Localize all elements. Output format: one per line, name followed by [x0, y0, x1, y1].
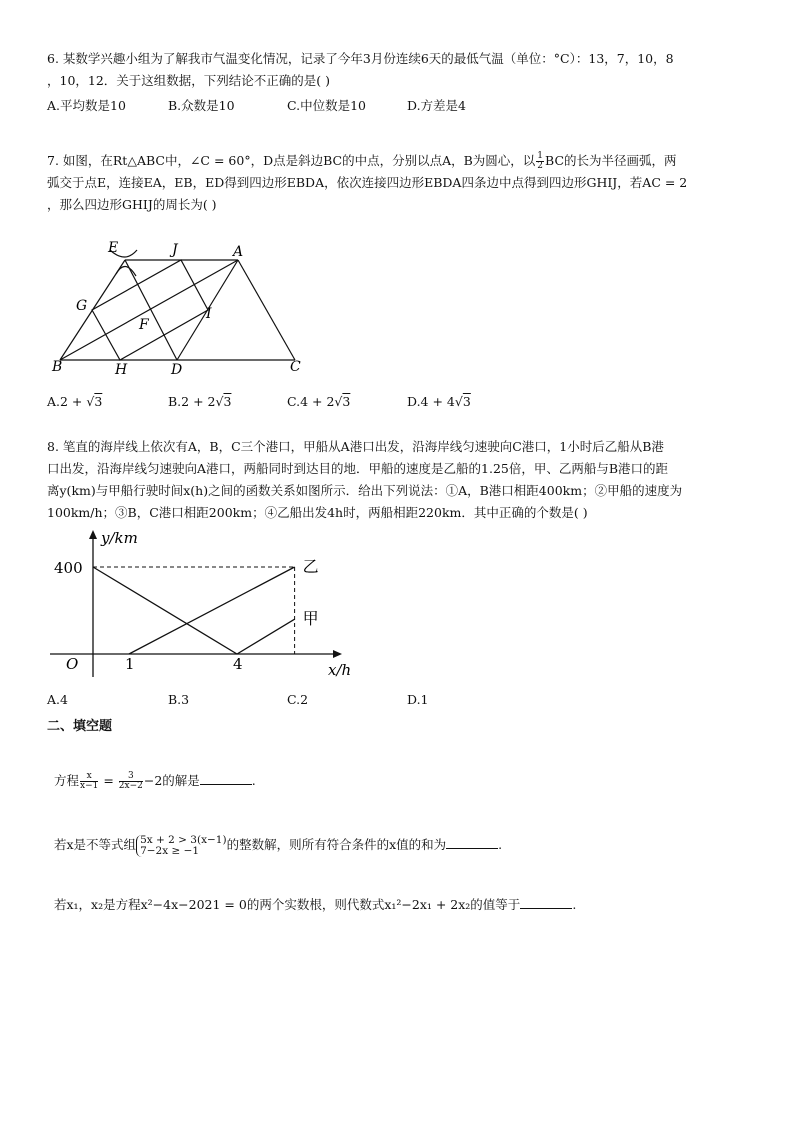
f1-end: .	[251, 773, 256, 788]
f3-text: 若x₁，x₂是方程x²−4x−2021 = 0的两个实数根，则代数式x₁²−2x₁ + 2x₂的值等于	[54, 897, 521, 912]
label-f: F	[139, 317, 149, 333]
q7-line1	[47, 150, 747, 172]
f1-post: −2的解是	[143, 773, 200, 788]
y-axis-arrow	[89, 530, 97, 539]
section-title: 二、填空题	[47, 719, 113, 734]
fill-q2	[54, 834, 754, 857]
q6-line1: 6. 某数学兴趣小组为了解我市气温变化情况，记录了今年3月份连续6天的最低气温（单位：°C）：13，7，10，8	[47, 51, 674, 66]
series-line-1	[129, 567, 295, 654]
f1-pre: 方程	[54, 773, 80, 788]
f1-num: x	[80, 772, 98, 782]
q6-option-c[interactable]: C.中位数是10	[287, 98, 366, 113]
q8-option-a[interactable]: A.4	[47, 692, 68, 707]
x-axis-label: x/h	[328, 661, 352, 679]
q7-option-d-pre: D.4 + 4	[407, 394, 455, 409]
q8-option-d[interactable]: D.1	[407, 692, 429, 707]
x-tick-label-0: 1	[125, 655, 135, 673]
f2-row1: 5x + 2 > 3(x−1)	[140, 833, 227, 846]
label-d: D	[171, 362, 183, 378]
fill-q1	[54, 770, 754, 792]
q7-fraction	[536, 152, 544, 171]
q7-line1-text: 7. 如图，在Rt△ABC中，∠C = 60°，D点是斜边BC的中点，分别以点A，B为圆心，以	[47, 153, 536, 168]
label-g: G	[76, 298, 88, 314]
q7-option-a-pre: A.2 +	[47, 394, 87, 409]
label-i: I	[206, 306, 212, 322]
q8-option-c[interactable]: C.2	[287, 692, 309, 707]
q6-line2: ，10，12．关于这组数据，下列结论不正确的是( )	[47, 73, 331, 88]
label-c: C	[290, 359, 301, 375]
f1-answer-blank[interactable]	[200, 772, 252, 785]
q7-option-b-rad: 3	[223, 394, 232, 409]
q8-line1: 8. 笔直的海岸线上依次有A，B，C三个港口，甲船从A港口出发，沿海岸线匀速驶向C港口，1小时后乙船从B港	[47, 439, 664, 454]
f1-eq: =	[99, 773, 118, 788]
f1-num2: 3	[119, 772, 143, 782]
f2-answer-blank[interactable]	[446, 836, 498, 849]
x-axis-arrow	[333, 650, 342, 658]
q8-distance-chart	[50, 527, 370, 682]
label-h: H	[115, 362, 128, 378]
q6-option-b[interactable]: B.众数是10	[168, 98, 235, 113]
q8-line4: 100km/h；③B，C港口相距200km；④乙船出发4h时，两船相距220km．其中正确的个数是( )	[47, 505, 588, 520]
f1-den2: 2x−2	[118, 781, 143, 791]
q6-stem	[47, 48, 747, 92]
q6-option-d[interactable]: D.方差是4	[407, 98, 467, 113]
q8-line2: 口出发，沿海岸线匀速驶向A港口，两船同时到达目的地．甲船的速度是乙船的1.25倍，甲、乙两船与B港口的距	[47, 461, 669, 476]
label-a: A	[233, 244, 244, 260]
series-label-1: 乙	[302, 557, 319, 576]
f1-den: x−1	[80, 781, 99, 791]
label-b: B	[52, 359, 63, 375]
series-label-0: 甲	[302, 609, 319, 629]
q8-line3: 离y(km)与甲船行驶时间x(h)之间的函数关系如图所示．给出下列说法：①A，B港口相距400km；②甲船的速度为	[47, 483, 683, 498]
q7-stem	[47, 150, 747, 216]
q7-line1-text-b: BC的长为半径画弧，两	[545, 153, 677, 168]
q8-stem	[47, 436, 747, 524]
origin-label: O	[66, 655, 79, 673]
q6-option-a[interactable]: A.平均数是10	[47, 98, 126, 113]
f1-frac1	[80, 772, 98, 791]
q7-line2: 弧交于点E，连接EA，EB，ED得到四边形EBDA，依次连接四边形EBDA四条边中点得到四边形GHIJ，若AC = 2	[47, 175, 688, 190]
q7-frac-num: 1	[537, 151, 544, 161]
q7-option-b[interactable]: B.2 + 2√3	[168, 394, 232, 409]
q7-option-d[interactable]: D.4 + 4√3	[407, 394, 471, 409]
y-axis-label: y/km	[101, 529, 138, 547]
q8-option-b[interactable]: B.3	[168, 692, 190, 707]
q7-geometry-figure	[40, 228, 320, 380]
q7-option-a[interactable]: A.2 + √3	[47, 394, 103, 409]
fill-q3	[54, 894, 754, 916]
y-tick-label-0: 400	[54, 559, 83, 577]
q7-frac-den: 2	[537, 161, 544, 171]
q7-option-a-rad: 3	[94, 394, 103, 409]
x-tick-label-1: 4	[233, 655, 243, 673]
q7-option-c-rad: 3	[342, 394, 351, 409]
f3-answer-blank[interactable]	[520, 896, 572, 909]
q7-option-d-rad: 3	[462, 394, 471, 409]
f2-row2: 7−2x ≥ −1	[140, 844, 200, 857]
label-j: J	[172, 242, 178, 258]
q7-option-b-pre: B.2 + 2	[168, 394, 216, 409]
f3-end: .	[572, 897, 577, 912]
f2-end: .	[498, 837, 503, 852]
q7-option-c-pre: C.4 + 2	[287, 394, 335, 409]
series-line-0	[93, 567, 295, 654]
f1-frac2	[119, 772, 143, 791]
q7-line3: ，那么四边形GHIJ的周长为( )	[47, 197, 217, 212]
q7-option-c[interactable]: C.4 + 2√3	[287, 394, 351, 409]
label-e: E	[108, 240, 119, 256]
f2-post: 的整数解，则所有符合条件的x值的和为	[226, 837, 447, 852]
f2-system-brace	[136, 835, 227, 857]
f2-pre: 若x是不等式组	[54, 837, 137, 852]
